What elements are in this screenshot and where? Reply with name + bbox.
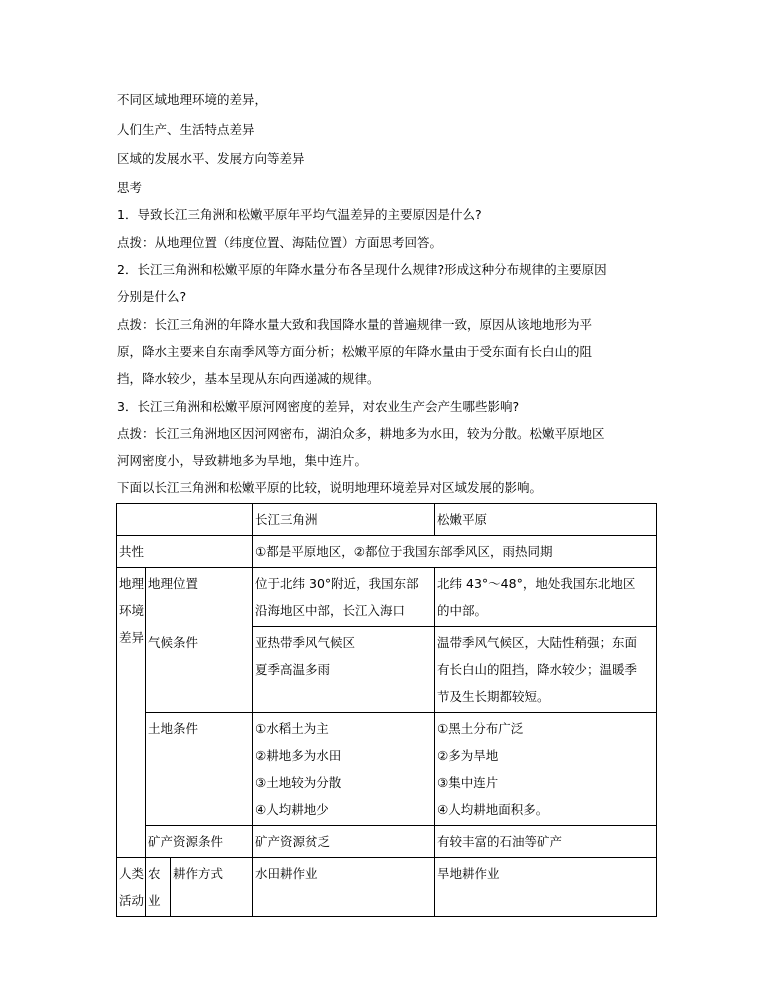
- paragraph-line: 区域的发展水平、发展方向等差异: [117, 151, 305, 166]
- human-group-label: 人类 活动: [117, 858, 146, 917]
- climate-songnen: 温带季风气候区，大陆性稍强；东面 有长白山的阻挡，降水较少；温暖季 节及生长期都较短。: [435, 627, 657, 713]
- table-row-farming: [117, 858, 657, 917]
- farming-yangtze: 水田耕作业: [253, 858, 435, 917]
- header-yangtze: 长江三角洲: [253, 504, 435, 536]
- common-value: ①都是平原地区，②都位于我国东部季风区，雨热同期: [253, 536, 657, 568]
- hint-2-cont: 原，降水主要来自东南季风等方面分析；松嫩平原的年降水量由于受东面有长白山的阻: [117, 344, 593, 359]
- question-2-cont: 分别是什么?: [117, 289, 187, 304]
- table-row-climate: [117, 627, 657, 713]
- hint-2-cont: 挡，降水较少，基本呈现从东向西递减的规律。: [117, 371, 380, 386]
- location-label: 地理位置: [146, 568, 253, 627]
- hint-3-cont: 河网密度小，导致耕地多为旱地，集中连片。: [117, 453, 368, 468]
- climate-label: 气候条件: [146, 627, 253, 713]
- climate-yangtze: 亚热带季风气候区 夏季高温多雨: [253, 627, 435, 713]
- table-row-mineral: [117, 826, 657, 858]
- mineral-label: 矿产资源条件: [146, 826, 253, 858]
- location-songnen: 北纬 43°～48°，地处我国东北地区 的中部。: [435, 568, 657, 627]
- farming-songnen: 旱地耕作业: [435, 858, 657, 917]
- question-3: 3．长江三角洲和松嫩平原河网密度的差异，对农业生产会产生哪些影响?: [117, 399, 520, 414]
- paragraph-line: 人们生产、生活特点差异: [117, 122, 255, 137]
- question-2: 2．长江三角洲和松嫩平原的年降水量分布各呈现什么规律?形成这种分布规律的主要原因: [117, 262, 607, 277]
- land-songnen: ①黑土分布广泛 ②多为旱地 ③集中连片 ④人均耕地面积多。: [435, 713, 657, 826]
- land-yangtze: ①水稻土为主 ②耕地多为水田 ③土地较为分散 ④人均耕地少: [253, 713, 435, 826]
- header-songnen: 松嫩平原: [435, 504, 657, 536]
- table-row-common: [117, 536, 657, 568]
- paragraph-line: 不同区域地理环境的差异，: [117, 92, 268, 107]
- section-heading: 思考: [117, 180, 143, 195]
- question-1: 1．导致长江三角洲和松嫩平原年平均气温差异的主要原因是什么?: [117, 207, 482, 222]
- table-row-location: [117, 568, 657, 627]
- env-group-label: 地理 环境 差异: [117, 568, 146, 858]
- hint-1: 点拨：从地理位置（纬度位置、海陆位置）方面思考回答。: [117, 235, 443, 250]
- table-row-land: [117, 713, 657, 826]
- hint-3: 点拨：长江三角洲地区因河网密布，湖泊众多，耕地多为水田，较为分散。松嫩平原地区: [117, 426, 605, 441]
- land-label: 土地条件: [146, 713, 253, 826]
- header-blank-cell: [117, 504, 253, 536]
- table-header-row: [117, 504, 657, 536]
- agri-group-label: 农 业: [146, 858, 171, 917]
- mineral-songnen: 有较丰富的石油等矿产: [435, 826, 657, 858]
- location-yangtze: 位于北纬 30°附近，我国东部 沿海地区中部，长江入海口: [253, 568, 435, 627]
- mineral-yangtze: 矿产资源贫乏: [253, 826, 435, 858]
- comparison-table: [116, 503, 657, 917]
- table-intro: 下面以长江三角洲和松嫩平原的比较，说明地理环境差异对区域发展的影响。: [117, 480, 543, 495]
- common-label: 共性: [117, 536, 253, 568]
- hint-2: 点拨：长江三角洲的年降水量大致和我国降水量的普遍规律一致，原因从该地地形为平: [117, 317, 593, 332]
- farming-label: 耕作方式: [171, 858, 253, 917]
